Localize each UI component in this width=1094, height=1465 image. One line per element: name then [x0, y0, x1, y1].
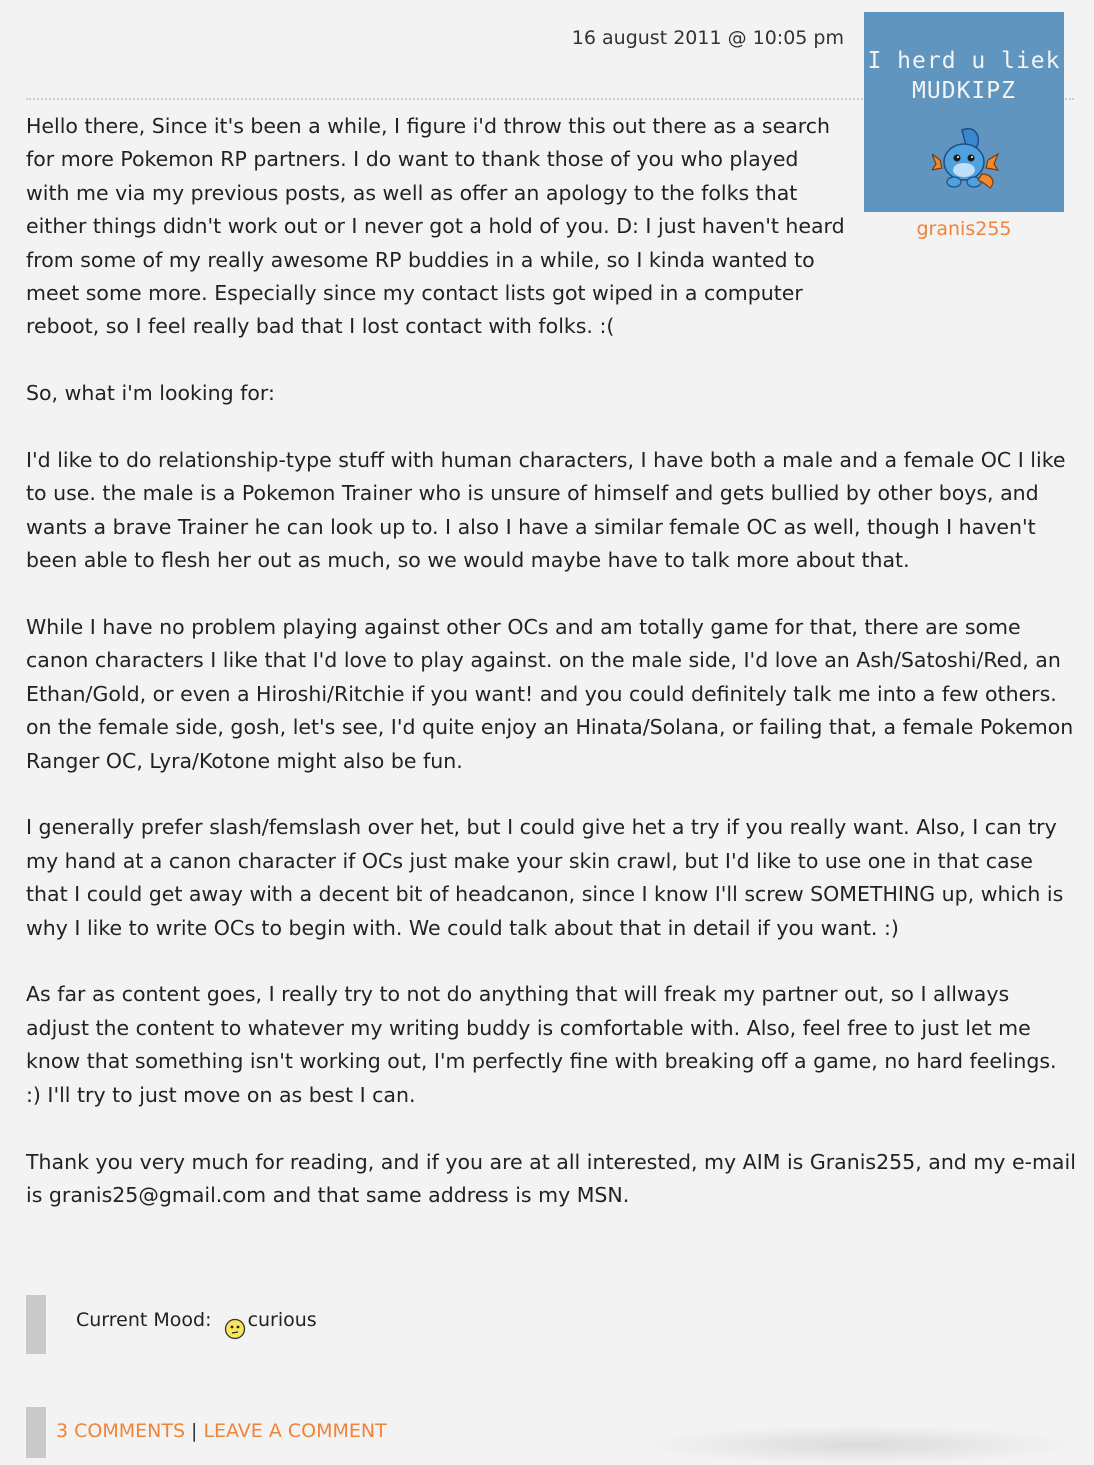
mood-label: Current Mood:: [76, 1309, 212, 1331]
post-body: [26, 110, 1076, 1246]
paragraph: As far as content goes, I really try to not do anything that will freak my partner out, so I allways adjust the content to whatever my writing buddy is comfortable with. Also, feel free to just let me know that something isn't working out, I'm perfectly fine with breaking off a game, no hard feelings. :) I'll try to just move on as best I can.: [26, 982, 1057, 1107]
current-mood: [26, 1295, 626, 1354]
paragraph: So, what i'm looking for:: [26, 381, 275, 406]
username-link[interactable]: granis255: [916, 218, 1012, 240]
comments-bar: [26, 1407, 626, 1458]
leave-comment-link[interactable]: LEAVE A COMMENT: [203, 1420, 387, 1442]
paragraph: I generally prefer slash/femslash over het, but I could give het a try if you really want. Also, I can try my hand at a canon character if OCs just make your skin crawl, but I'd like to use one in that case that I could get away with a decent bit of headcanon, since I know I'll screw SOMETHING up, which is why I like to write OCs to begin with. We could talk about that in detail if you want. :): [26, 815, 1064, 940]
paragraph: While I have no problem playing against other OCs and am totally game for that, there are some canon characters I like that I'd love to play against. on the male side, I'd love an Ash/Satoshi/Red, an Ethan/Gold, or even a Hiroshi/Ritchie if you want! and you could definitely talk me into a few others. on the female side, gosh, let's see, I'd quite enjoy an Hinata/Solana, or failing that, a female Pokemon Ranger OC, Lyra/Kotone might also be fun.: [26, 615, 1074, 773]
decorative-shadow: [640, 1425, 1080, 1465]
comments-link[interactable]: 3 COMMENTS: [56, 1420, 186, 1442]
userpic-caption: I herd u liek MUDKIPZ: [867, 48, 1061, 104]
paragraph: I'd like to do relationship-type stuff with human characters, I have both a male and a female OC I like to use. the male is a Pokemon Trainer who is unsure of himself and gets bullied by other boys, and wants a brave Trainer he can look up to. I also I have a similar female OC as well, though I haven't been able to flesh her out as much, so we would maybe have to talk more about that.: [26, 448, 1066, 573]
userpic-spacer: [846, 110, 1076, 300]
mood-value: curious: [247, 1309, 317, 1331]
paragraph: Hello there, Since it's been a while, I figure i'd throw this out there as a search for more Pokemon RP partners. I do want to thank those of you who played with me via my previous posts, as well as offer an apology to the folks that either things didn't work out or I never got a hold of you. D: I just haven't heard from some of my really awesome RP buddies in a while, so I kinda wanted to meet some more. Especially since my contact lists got wiped in a computer reboot, so I feel really bad that I lost contact with folks. :(: [26, 114, 845, 339]
curious-face-icon: [224, 1318, 246, 1345]
comments-separator: |: [191, 1420, 198, 1442]
post-date: 16 august 2011 @ 10:05 pm: [571, 27, 844, 49]
paragraph: Thank you very much for reading, and if you are at all interested, my AIM is Granis255, and my e-mail is granis25@gmail.com and that same address is my MSN.: [26, 1149, 1076, 1207]
